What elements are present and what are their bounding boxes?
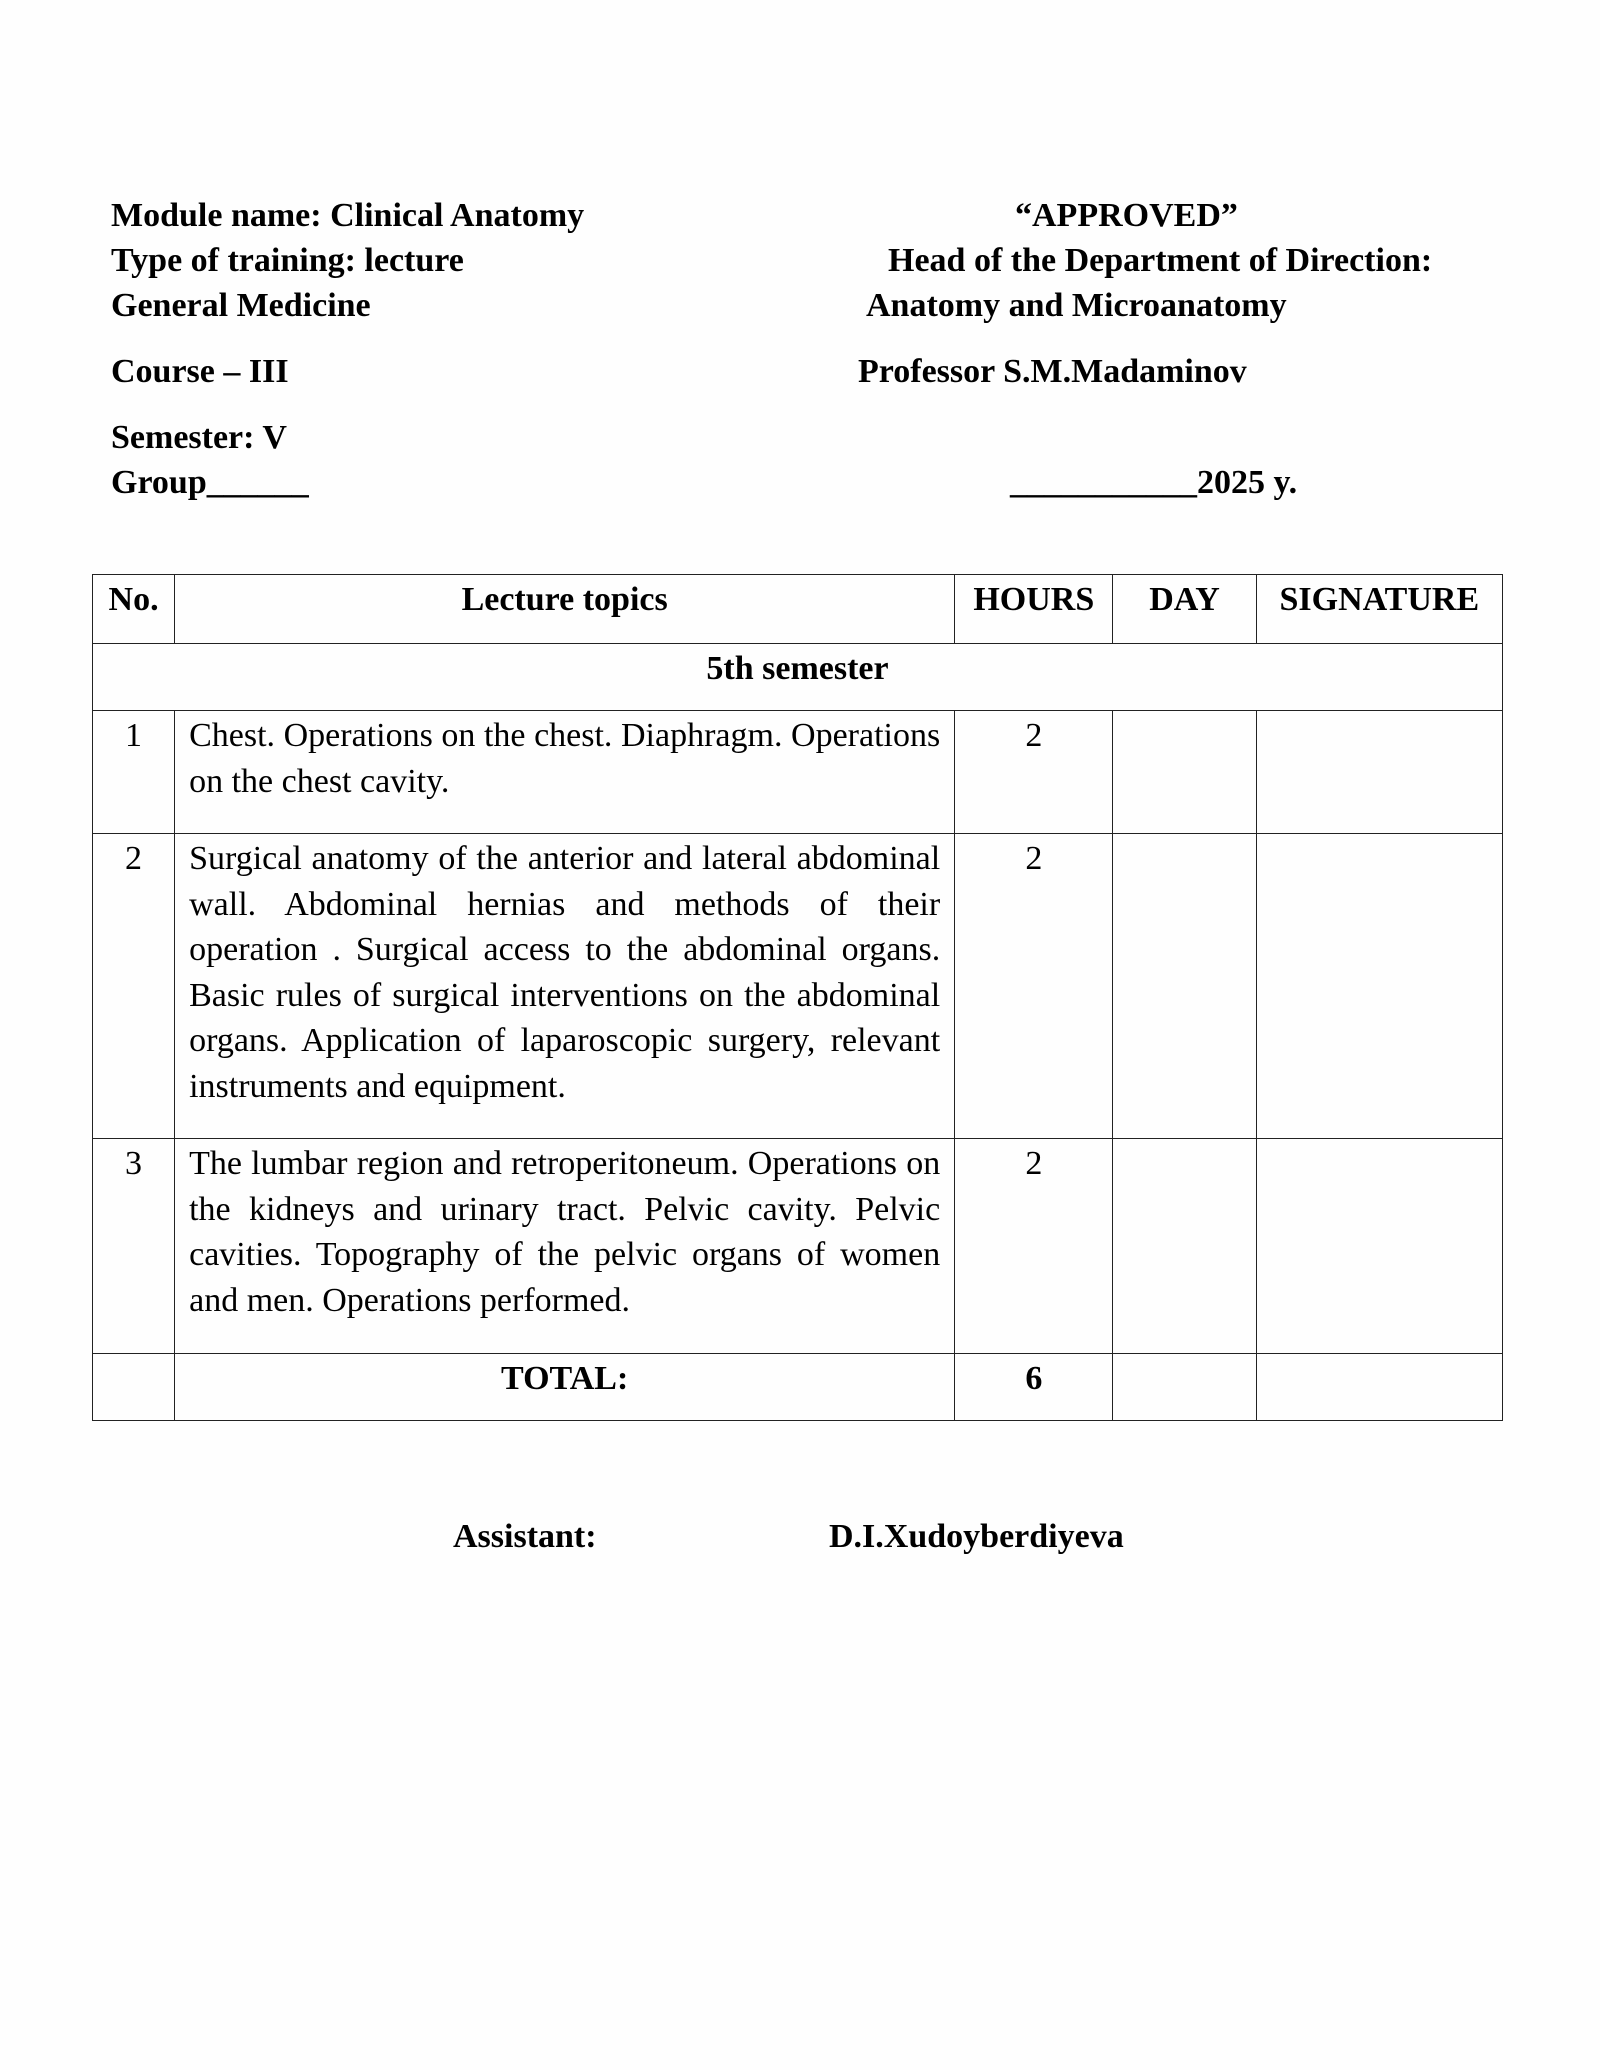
semester: Semester: V (111, 419, 287, 456)
total-empty-cell (93, 1354, 175, 1421)
group: Group______ (111, 464, 309, 501)
header-right (858, 193, 1432, 505)
header-day: DAY (1113, 575, 1256, 644)
header-topics: Lecture topics (175, 575, 955, 644)
row-number: 3 (93, 1139, 175, 1354)
row-topic: Chest. Operations on the chest. Diaphragm. Operations on the chest cavity. (175, 711, 955, 834)
header-no: No. (93, 575, 175, 644)
total-day (1113, 1354, 1256, 1421)
row-signature (1256, 834, 1502, 1139)
department-head: Head of the Department of Direction: (888, 242, 1433, 279)
header-left (111, 193, 584, 505)
semester-label: 5th semester (93, 644, 1503, 711)
course: Course – III (111, 353, 289, 390)
table-row (93, 1139, 1503, 1354)
row-hours: 2 (955, 834, 1113, 1139)
row-hours: 2 (955, 1139, 1113, 1354)
module-name: Module name: Clinical Anatomy (111, 197, 585, 234)
professor-name: Professor S.M.Madaminov (858, 353, 1247, 390)
row-topic: Surgical anatomy of the anterior and lateral abdominal wall. Abdominal hernias and methods of their operation . Surgical access to the abdominal organs. Basic rules of surgical interventions on the abdominal organs. Application of laparoscopic surgery, relevant instruments and equipment. (175, 834, 955, 1139)
header-hours: HOURS (955, 575, 1113, 644)
approval-date: ___________2025 y. (1010, 464, 1298, 501)
table-row (93, 711, 1503, 834)
row-number: 1 (93, 711, 175, 834)
training-type: Type of training: lecture (111, 242, 464, 279)
header-signature: SIGNATURE (1256, 575, 1502, 644)
table-header-row (93, 575, 1503, 644)
row-hours: 2 (955, 711, 1113, 834)
approved-title: “APPROVED” (1015, 197, 1238, 234)
table-row (93, 834, 1503, 1139)
row-day (1113, 711, 1256, 834)
assistant-label: Assistant: (453, 1518, 597, 1555)
lecture-plan-table (92, 574, 1503, 1421)
row-day (1113, 834, 1256, 1139)
assistant-name: D.I.Xudoyberdiyeva (829, 1518, 1124, 1555)
row-signature (1256, 1139, 1502, 1354)
row-signature (1256, 711, 1502, 834)
total-row (93, 1354, 1503, 1421)
row-day (1113, 1139, 1256, 1354)
row-number: 2 (93, 834, 175, 1139)
row-topic: The lumbar region and retroperitoneum. Operations on the kidneys and urinary tract. Pelvic cavity. Pelvic cavities. Topography of the pelvic organs of women and men. Operations performed. (175, 1139, 955, 1354)
semester-row (93, 644, 1503, 711)
total-hours: 6 (955, 1354, 1113, 1421)
faculty: General Medicine (111, 287, 371, 324)
total-signature (1256, 1354, 1502, 1421)
total-label: TOTAL: (175, 1354, 955, 1421)
department-name: Anatomy and Microanatomy (866, 287, 1287, 324)
